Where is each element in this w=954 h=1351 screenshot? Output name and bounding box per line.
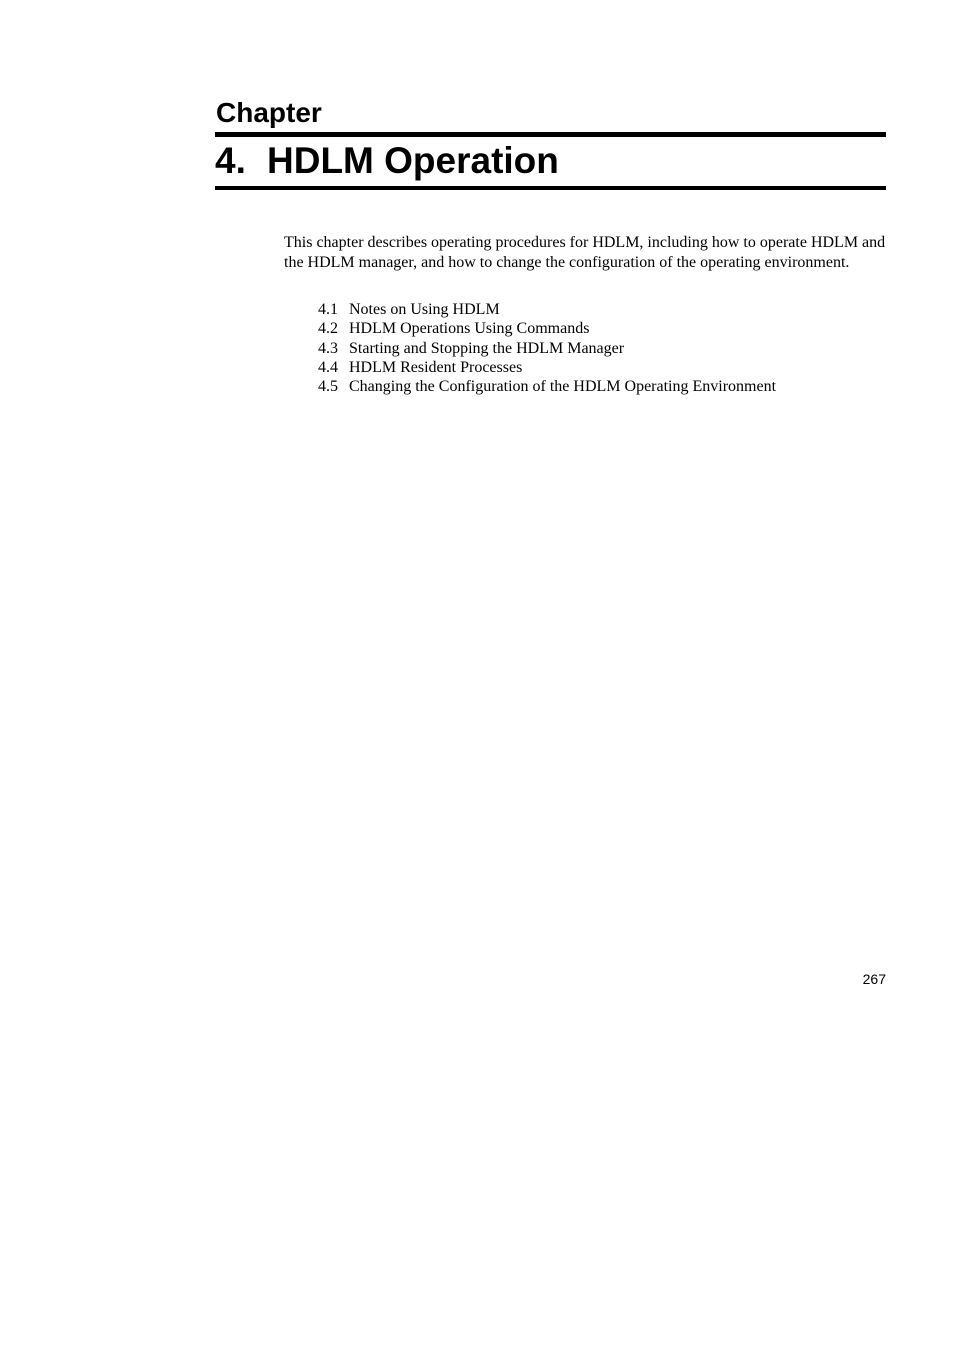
section-number: 4.2 xyxy=(318,320,338,338)
chapter-label: Chapter xyxy=(216,97,322,128)
section-item xyxy=(318,300,776,319)
section-title: HDLM Operations Using Commands xyxy=(349,320,590,338)
section-title: Changing the Configuration of the HDLM Operating Environment xyxy=(349,378,777,396)
section-list xyxy=(318,300,776,396)
page-number: 267 xyxy=(862,971,886,987)
section-number: 4.1 xyxy=(318,301,338,318)
heading-rule-bottom xyxy=(215,186,886,190)
chapter-title-text: HDLM Operation xyxy=(267,140,559,181)
chapter-number: 4. xyxy=(215,140,246,181)
section-number: 4.3 xyxy=(318,339,338,357)
chapter-title xyxy=(215,139,559,183)
heading-rule-top xyxy=(215,132,886,137)
section-title: Notes on Using HDLM xyxy=(349,301,500,318)
section-item xyxy=(318,358,776,377)
section-title: HDLM Resident Processes xyxy=(349,358,523,376)
section-item xyxy=(318,319,776,338)
section-item xyxy=(318,377,776,396)
section-number: 4.4 xyxy=(318,358,338,376)
section-number: 4.5 xyxy=(318,378,338,396)
section-item xyxy=(318,339,776,358)
section-title: Starting and Stopping the HDLM Manager xyxy=(349,339,625,357)
intro-paragraph: This chapter describes operating procedures for HDLM, including how to operate HDLM and the HDLM manager, and how to change the configuration of the operating environment. xyxy=(284,234,886,271)
